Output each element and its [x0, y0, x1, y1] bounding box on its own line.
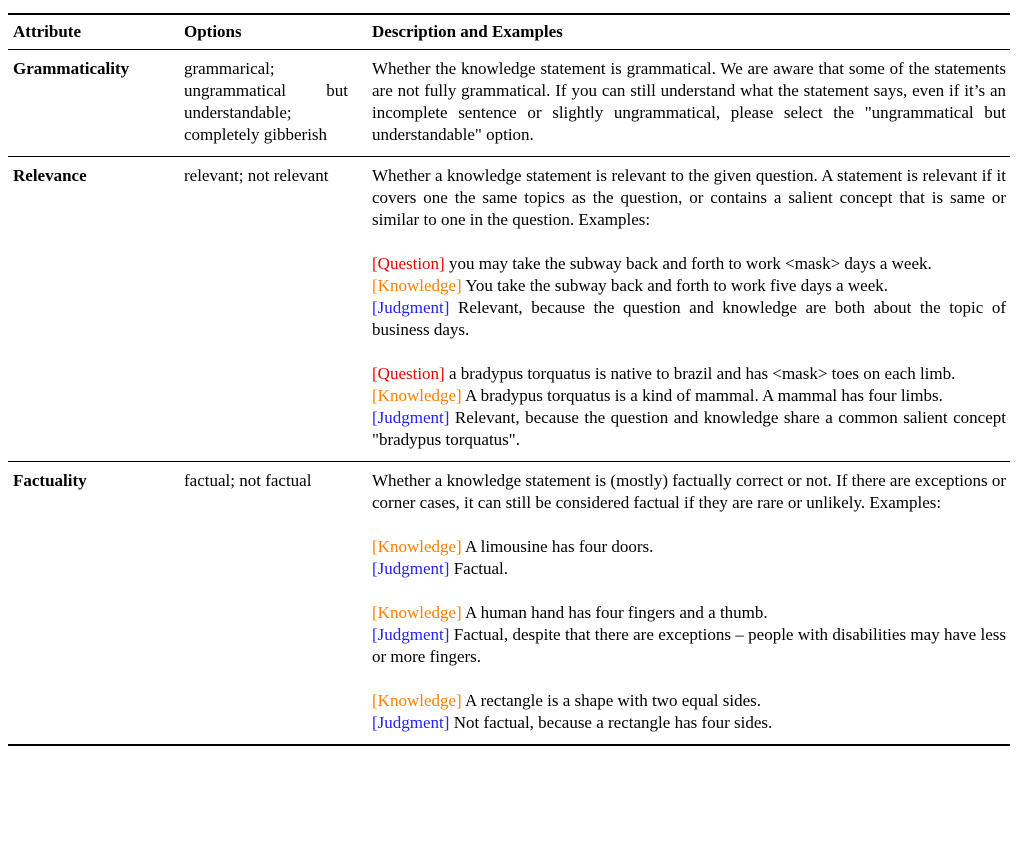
example-line: [Question] you may take the subway back and forth to work <mask> days a week. — [372, 254, 932, 273]
example-line: [Knowledge] A rectangle is a shape with two equal sides. — [372, 691, 762, 710]
attribute-cell: Grammaticality — [13, 59, 130, 78]
example-line: [Knowledge] A bradypus torquatus is a kind of mammal. A mammal has four limbs. — [372, 386, 943, 405]
attribute-cell: Factuality — [13, 471, 87, 490]
paragraph-gap — [372, 668, 1006, 690]
header-attribute: Attribute — [13, 22, 81, 41]
paragraph-gap — [372, 580, 1006, 602]
attribute-cell: Relevance — [13, 166, 87, 185]
judgment-tag: [Judgment] — [372, 298, 450, 317]
description-cell — [372, 165, 1006, 451]
knowledge-tag: [Knowledge] — [372, 537, 462, 556]
paragraph-gap — [372, 514, 1006, 536]
description-cell — [372, 470, 1006, 734]
knowledge-tag: [Knowledge] — [372, 603, 462, 622]
table-row — [8, 461, 1010, 744]
judgment-tag: [Judgment] — [372, 625, 450, 644]
options-cell: grammarical; ungrammatical but understandable; completely gibberish — [184, 59, 348, 144]
options-cell: factual; not factual — [184, 471, 312, 490]
question-tag: [Question] — [372, 254, 445, 273]
description-cell — [372, 58, 1006, 146]
paragraph-gap — [372, 341, 1006, 363]
example-line: [Judgment] Factual. — [372, 559, 508, 578]
judgment-tag: [Judgment] — [372, 408, 450, 427]
example-line: [Judgment] Factual, despite that there are exceptions – people with disabilities may have less or more fingers. — [372, 625, 1006, 666]
table-body — [8, 50, 1010, 744]
description-paragraph: Whether a knowledge statement is relevant to the given question. A statement is relevant if it covers one the same topics as the question, or contains a salient concept that is same or similar to one in the question. Examples: — [372, 166, 1006, 229]
header-description: Description and Examples — [372, 22, 563, 41]
annotation-guidelines-table — [8, 13, 1010, 746]
example-line: [Knowledge] A limousine has four doors. — [372, 537, 654, 556]
judgment-tag: [Judgment] — [372, 559, 450, 578]
table-row — [8, 50, 1010, 156]
judgment-tag: [Judgment] — [372, 713, 450, 732]
description-paragraph: Whether a knowledge statement is (mostly) factually correct or not. If there are exceptions or corner cases, it can still be considered factual if they are rare or unlikely. Examples: — [372, 471, 1006, 512]
knowledge-tag: [Knowledge] — [372, 276, 462, 295]
knowledge-tag: [Knowledge] — [372, 691, 462, 710]
description-paragraph: Whether the knowledge statement is grammatical. We are aware that some of the statements are not fully grammatical. If you can still understand what the statement says, even if it’s an incomplete sentence or slightly ungrammatical, please select the "ungrammatical but understandable" option. — [372, 59, 1006, 144]
example-line: [Judgment] Not factual, because a rectangle has four sides. — [372, 713, 773, 732]
example-line: [Judgment] Relevant, because the question and knowledge are both about the topic of business days. — [372, 298, 1006, 339]
question-tag: [Question] — [372, 364, 445, 383]
table-header-row — [8, 15, 1010, 50]
example-line: [Question] a bradypus torquatus is native to brazil and has <mask> toes on each limb. — [372, 364, 956, 383]
paragraph-gap — [372, 231, 1006, 253]
example-line: [Knowledge] A human hand has four fingers and a thumb. — [372, 603, 768, 622]
knowledge-tag: [Knowledge] — [372, 386, 462, 405]
options-cell: relevant; not relevant — [184, 166, 329, 185]
header-options: Options — [184, 22, 242, 41]
example-line: [Knowledge] You take the subway back and forth to work five days a week. — [372, 276, 889, 295]
table-row — [8, 156, 1010, 461]
example-line: [Judgment] Relevant, because the question and knowledge share a common salient concept "bradypus torquatus". — [372, 408, 1006, 449]
